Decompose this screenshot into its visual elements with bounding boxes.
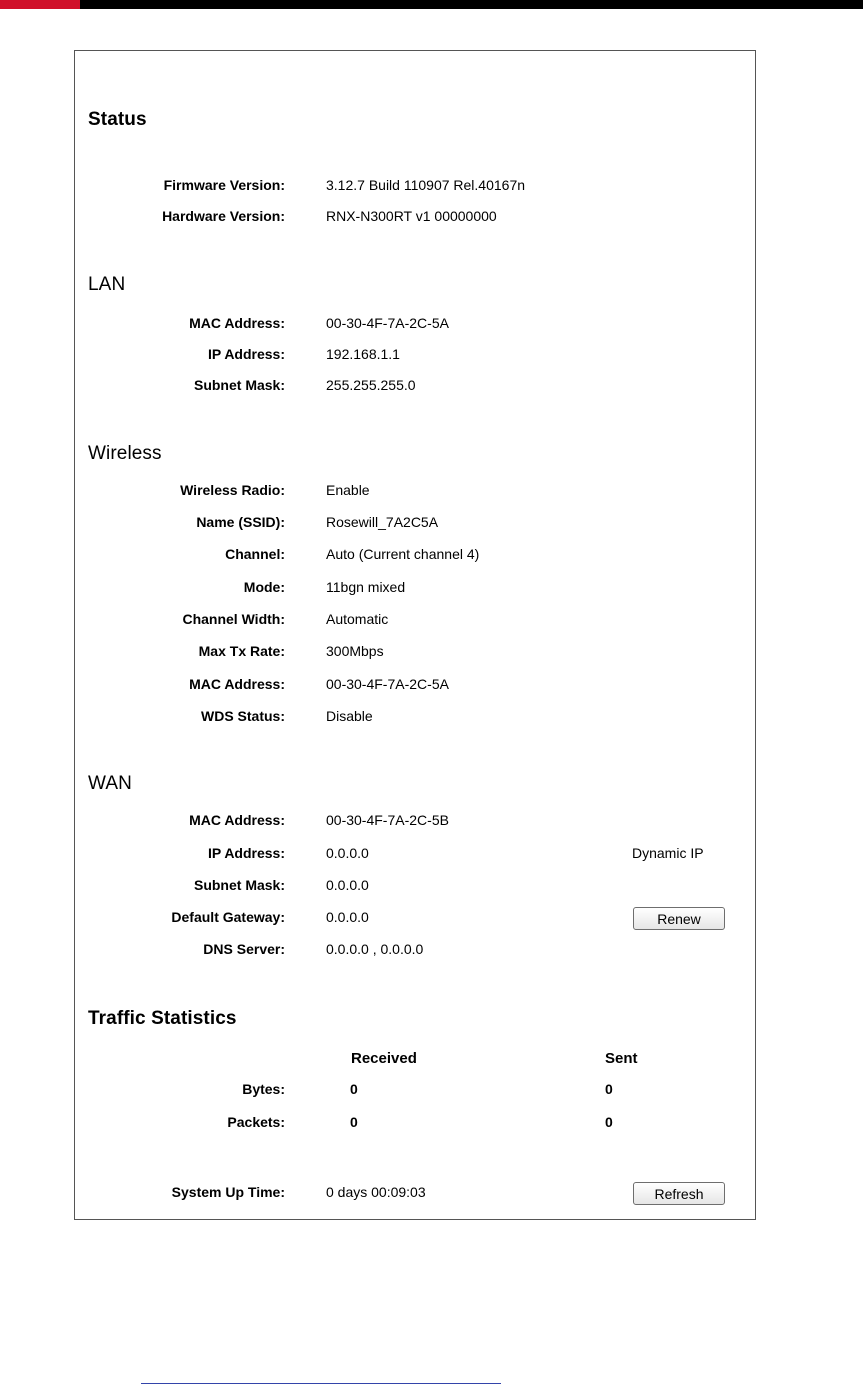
section-title-wan: WAN — [88, 773, 132, 794]
section-title-status: Status — [88, 109, 147, 130]
lan-mask-label: Subnet Mask: — [193, 377, 285, 393]
section-title-wireless: Wireless — [88, 443, 162, 464]
top-bar — [0, 0, 863, 9]
wan-connection-type: Dynamic IP — [632, 845, 704, 861]
row-wan-mac — [75, 812, 755, 832]
row-wireless-channel — [75, 546, 755, 566]
hardware-label: Hardware Version: — [162, 208, 285, 224]
row-wan-mask — [75, 877, 755, 897]
wireless-mode-label: Mode: — [243, 579, 285, 595]
hardware-value: RNX-N300RT v1 00000000 — [326, 208, 497, 224]
received-column-header: Received — [351, 1050, 417, 1067]
row-wireless-wds — [75, 708, 755, 728]
row-wireless-width — [75, 611, 755, 631]
wan-mask-value: 0.0.0.0 — [326, 877, 369, 893]
wireless-rate-value: 300Mbps — [326, 643, 384, 659]
wireless-radio-label: Wireless Radio: — [180, 482, 285, 498]
row-wireless-mac — [75, 676, 755, 696]
bytes-received-value: 0 — [350, 1081, 358, 1097]
wireless-ssid-label: Name (SSID): — [196, 514, 285, 530]
section-title-lan: LAN — [88, 274, 126, 295]
wan-mac-value: 00-30-4F-7A-2C-5B — [326, 812, 449, 828]
wireless-width-label: Channel Width: — [182, 611, 285, 627]
uptime-label: System Up Time: — [171, 1184, 285, 1200]
row-wan-dns — [75, 941, 755, 961]
wireless-rate-label: Max Tx Rate: — [198, 643, 285, 659]
row-wan-ip — [75, 845, 755, 865]
row-wireless-rate — [75, 643, 755, 663]
wireless-channel-label: Channel: — [225, 546, 285, 562]
wireless-mode-value: 11bgn mixed — [326, 579, 406, 595]
wireless-radio-value: Enable — [326, 482, 370, 498]
row-wireless-mode — [75, 579, 755, 599]
section-title-traffic: Traffic Statistics — [88, 1008, 237, 1029]
lan-mac-label: MAC Address: — [189, 315, 285, 331]
wan-dns-label: DNS Server: — [203, 941, 285, 957]
wireless-wds-value: Disable — [326, 708, 373, 724]
row-wireless-ssid — [75, 514, 755, 534]
lan-ip-value: 192.168.1.1 — [326, 346, 400, 362]
row-lan-ip — [75, 346, 755, 366]
refresh-button[interactable]: Refresh — [633, 1182, 725, 1205]
row-lan-mac — [75, 315, 755, 335]
wireless-ssid-value: Rosewill_7A2C5A — [326, 514, 439, 530]
lan-mac-value: 00-30-4F-7A-2C-5A — [326, 315, 449, 331]
wan-mac-label: MAC Address: — [189, 812, 285, 828]
status-panel — [74, 50, 756, 1220]
lan-ip-label: IP Address: — [207, 346, 285, 362]
row-hardware — [75, 208, 755, 228]
brand-red-bar — [0, 0, 80, 9]
wireless-wds-label: WDS Status: — [201, 708, 285, 724]
wireless-mac-label: MAC Address: — [189, 676, 285, 692]
bytes-sent-value: 0 — [605, 1081, 613, 1097]
uptime-value: 0 days 00:09:03 — [326, 1184, 426, 1200]
wan-mask-label: Subnet Mask: — [193, 877, 285, 893]
row-firmware — [75, 177, 755, 197]
sent-column-header: Sent — [605, 1050, 638, 1067]
row-packets — [75, 1114, 755, 1134]
bytes-label: Bytes: — [242, 1081, 285, 1097]
wan-gateway-label: Default Gateway: — [171, 909, 285, 925]
renew-button[interactable]: Renew — [633, 907, 725, 930]
firmware-label: Firmware Version: — [163, 177, 285, 193]
wan-dns-value: 0.0.0.0 , 0.0.0.0 — [326, 941, 424, 957]
packets-label: Packets: — [227, 1114, 285, 1130]
wireless-channel-value: Auto (Current channel 4) — [326, 546, 480, 562]
lan-mask-value: 255.255.255.0 — [326, 377, 416, 393]
wireless-width-value: Automatic — [326, 611, 389, 627]
wan-ip-label: IP Address: — [207, 845, 285, 861]
row-bytes — [75, 1081, 755, 1101]
row-wireless-radio — [75, 482, 755, 502]
wan-ip-value: 0.0.0.0 — [326, 845, 369, 861]
firmware-value: 3.12.7 Build 110907 Rel.40167n — [326, 177, 526, 193]
wan-gateway-value: 0.0.0.0 — [326, 909, 369, 925]
packets-sent-value: 0 — [605, 1114, 613, 1130]
packets-received-value: 0 — [350, 1114, 358, 1130]
wireless-mac-value: 00-30-4F-7A-2C-5A — [326, 676, 449, 692]
row-lan-mask — [75, 377, 755, 397]
